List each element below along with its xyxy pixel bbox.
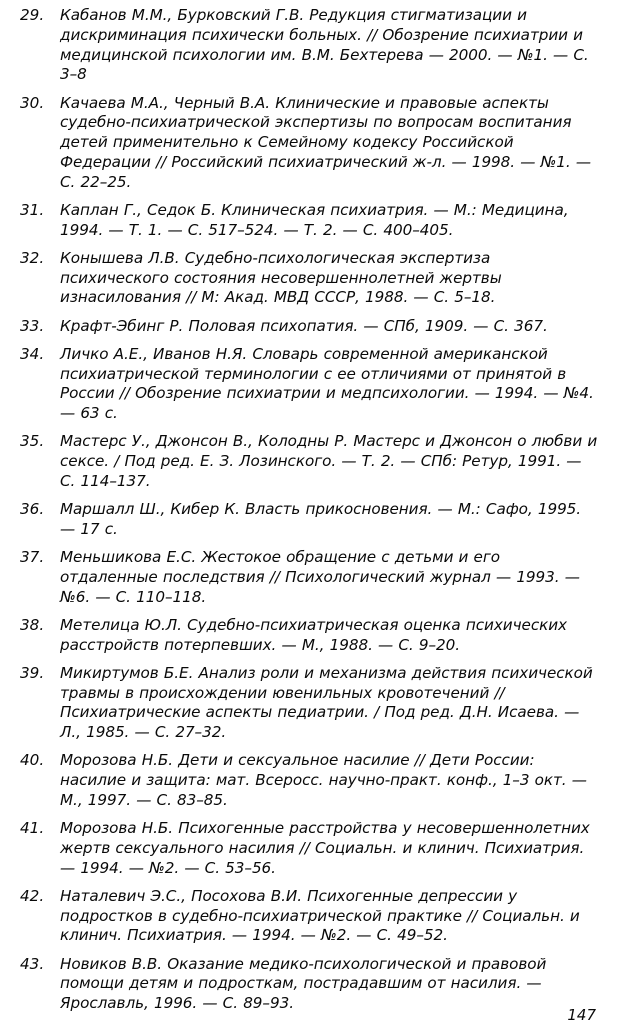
list-item — [20, 249, 598, 308]
reference-number: 39. — [20, 663, 45, 682]
reference-text: Метелица Ю.Л. Судебно-психиатрическая оценка психических расстройств потерпевших. — М., 1988. — С. 9–20. — [60, 615, 567, 654]
reference-text: Конышева Л.В. Судебно-психологическая экспертиза психического состояния несовершеннолетней жертвы изнасилования // М: Акад. МВД СССР, 1988. — С. 5–18. — [60, 248, 502, 307]
list-item — [20, 548, 598, 607]
reference-text: Кабанов М.М., Бурковский Г.В. Редукция стигматизации и дискриминация психически больных. // Обозрение психиатрии и медицинской психологии им. В.М. Бехтерева — 2000. — №1. — С. 3–8 — [60, 6, 589, 84]
list-item — [20, 345, 598, 424]
reference-text: Качаева М.А., Черный В.А. Клинические и правовые аспекты судебно-психиатрической экспертизы по вопросам воспитания детей применительно к Семейному кодексу Российской Федерации // Российский психиатрический ж-л. — 1998. — №1. — С. 22–25. — [60, 93, 592, 191]
reference-number: 34. — [20, 344, 45, 363]
reference-number: 36. — [20, 500, 45, 518]
reference-number: 43. — [20, 954, 45, 973]
reference-number: 35. — [20, 432, 45, 451]
reference-text: Маршалл Ш., Кибер К. Власть прикосновения. — М.: Сафо, 1995. — 17 с. — [60, 500, 582, 538]
reference-number: 32. — [20, 248, 45, 267]
reference-text: Новиков В.В. Оказание медико-психологической и правовой помощи детям и подросткам, пострадавшим от насилия. — Ярославль, 1996. — С. 89–93. — [60, 954, 547, 1012]
reference-number: 42. — [20, 886, 45, 905]
reference-text: Мастерс У., Джонсон В., Колодны Р. Мастерс и Джонсон о любви и сексе. / Под ред. Е. З. Лозинского. — Т. 2. — СПб: Ретур, 1991. — С. 114–137. — [60, 432, 598, 490]
list-item — [20, 6, 598, 85]
list-item — [20, 955, 598, 1014]
reference-text: Меньшикова Е.С. Жестокое обращение с детьми и его отдаленные последствия // Психологический журнал — 1993. — №6. — С. 110–118. — [60, 548, 580, 606]
reference-text: Крафт-Эбинг Р. Половая психопатия. — СПб, 1909. — С. 367. — [60, 316, 548, 335]
list-item — [20, 317, 598, 337]
reference-number: 38. — [20, 615, 45, 634]
reference-number: 41. — [20, 819, 45, 837]
list-item — [20, 819, 598, 878]
list-item — [20, 94, 598, 193]
reference-text: Морозова Н.Б. Дети и сексуальное насилие // Дети России: насилие и защита: мат. Всеросс. научно-практ. конф., 1–3 окт. — М., 1997. — С. 83–85. — [60, 751, 587, 809]
page-number: 147 — [567, 1006, 596, 1024]
reference-text: Личко А.Е., Иванов Н.Я. Словарь современной американской психиатрической терминологии с ее отличиями от принятой в России // Обозрение психиатрии и медпсихологии. — 1994. — №4. — 63 с. — [60, 344, 594, 422]
list-item — [20, 500, 598, 540]
list-item — [20, 616, 598, 656]
reference-number: 33. — [20, 316, 45, 335]
list-item — [20, 201, 598, 241]
reference-text: Микиртумов Б.Е. Анализ роли и механизма действия психической травмы в происхождении ювенильных кровотечений // Психиатрические аспекты педиатрии. / Под ред. Д.Н. Исаева. — Л., 1985. — С. 27–32. — [60, 663, 593, 741]
reference-number: 30. — [20, 93, 45, 112]
reference-number: 37. — [20, 548, 45, 566]
reference-number: 31. — [20, 200, 45, 219]
list-item — [20, 432, 598, 491]
reference-text: Наталевич Э.С., Посохова В.И. Психогенные депрессии у подростков в судебно-психиатрической практике // Социальн. и клинич. Психиатрия. — 1994. — №2. — С. 49–52. — [60, 886, 580, 945]
list-item — [20, 664, 598, 743]
reference-text: Морозова Н.Б. Психогенные расстройства у несовершеннолетних жертв сексуального насилия // Социальн. и клинич. Психиатрия. — 1994. — №2. — С. 53–56. — [60, 819, 590, 877]
reference-number: 29. — [20, 6, 45, 24]
reference-number: 40. — [20, 751, 45, 770]
list-item — [20, 751, 598, 810]
list-item — [20, 887, 598, 946]
reference-text: Каплан Г., Седок Б. Клиническая психиатрия. — М.: Медицина, 1994. — Т. 1. — С. 517–524. — Т. 2. — С. 400–405. — [60, 200, 569, 239]
